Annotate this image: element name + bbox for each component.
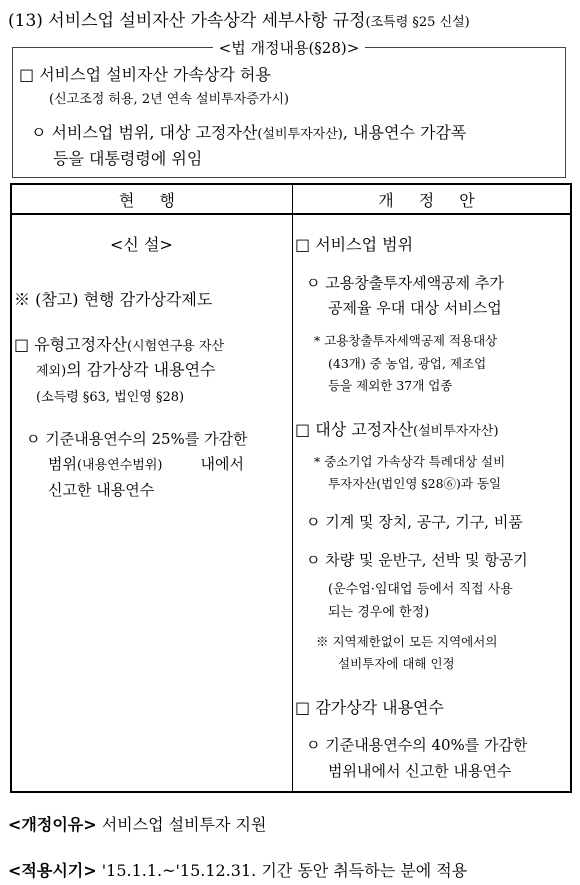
current-new-mark: <신 설> <box>110 235 173 254</box>
revised-item-vehicles-note2: 되는 경우에 한정) <box>328 605 430 620</box>
revised-life-heading: □ 감가상각 내용연수 <box>295 698 444 717</box>
col-current-header: 현 행 <box>119 191 185 210</box>
current-asset-line1: □ 유형고정자산(시험연구용 자산 <box>14 335 225 354</box>
summary-line1-note: (신고조정 허용, 2년 연속 설비투자증가시) <box>49 92 290 107</box>
current-life-line2: 범위(내용연수범위) 내에서 <box>48 455 244 473</box>
current-life-line1: ㅇ 기준내용연수의 25%를 가감한 <box>26 430 248 448</box>
revised-item-machinery: ㅇ 기계 및 장치, 공구, 기구, 비품 <box>306 513 523 531</box>
summary-line1: □ 서비스업 설비자산 가속상각 허용 <box>19 65 271 84</box>
title-citation: (조특령 §25 신설) <box>365 15 470 30</box>
revised-region-note1: ※ 지역제한없이 모든 지역에서의 <box>316 634 498 649</box>
revised-scope-line2: 공제율 우대 대상 서비스업 <box>328 299 502 317</box>
revised-scope-heading: □ 서비스업 범위 <box>295 235 414 254</box>
reason-label: <개정이유> <box>8 815 97 834</box>
revised-item-vehicles: ㅇ 차량 및 운반구, 선박 및 항공기 <box>306 551 528 569</box>
summary-heading: <법 개정내용(§28)> <box>213 39 366 57</box>
revised-asset-note1: * 중소기업 가속상각 특례대상 설비 <box>314 454 506 469</box>
revised-scope-note2: (43개) 중 농업, 광업, 제조업 <box>328 356 487 371</box>
revised-item-vehicles-note1: (운수업·임대업 등에서 직접 사용 <box>328 582 513 597</box>
effective-label: <적용시기> <box>8 861 97 880</box>
current-reference: ※ (참고) 현행 감가상각제도 <box>14 290 213 309</box>
revised-life-line1: ㅇ 기준내용연수의 40%를 가감한 <box>306 736 528 754</box>
column-divider <box>292 185 293 791</box>
col-revised-header: 개 정 안 <box>378 191 485 210</box>
current-asset-citation: (소득령 §63, 법인영 §28) <box>36 390 185 405</box>
amendment-summary-box <box>12 39 566 178</box>
section-title: (13) 서비스업 설비자산 가속상각 세부사항 규정(조특령 §25 신설) <box>8 11 470 31</box>
revised-scope-line1: ㅇ 고용창출투자세액공제 추가 <box>306 274 504 292</box>
revised-asset-note2: 투자자산(법인영 §28⑥)과 동일 <box>328 476 502 491</box>
current-asset-line2: 제외)의 감가상각 내용연수 <box>36 360 216 379</box>
comparison-table <box>10 183 572 793</box>
effective-date <box>8 858 467 881</box>
revised-scope-note3: 등을 제외한 37개 업종 <box>328 378 453 393</box>
reason-text: 서비스업 설비투자 지원 <box>101 815 267 834</box>
current-life-line3: 신고한 내용연수 <box>48 481 155 499</box>
revised-region-note2: 설비투자에 대해 인정 <box>338 656 455 671</box>
amendment-reason <box>8 812 266 835</box>
summary-line2: ㅇ 서비스업 범위, 대상 고정자산(설비투자자산), 내용연수 가감폭 <box>31 123 467 142</box>
effective-text: '15.1.1.~'15.12.31. 기간 동안 취득하는 분에 적용 <box>101 861 468 880</box>
table-header <box>12 185 570 215</box>
revised-scope-note1: * 고용창출투자세액공제 적용대상 <box>314 333 498 348</box>
summary-line3: 등을 대통령령에 위임 <box>53 149 203 168</box>
revised-life-line2: 범위내에서 신고한 내용연수 <box>328 762 512 780</box>
revised-asset-heading: □ 대상 고정자산(설비투자자산) <box>295 420 499 439</box>
